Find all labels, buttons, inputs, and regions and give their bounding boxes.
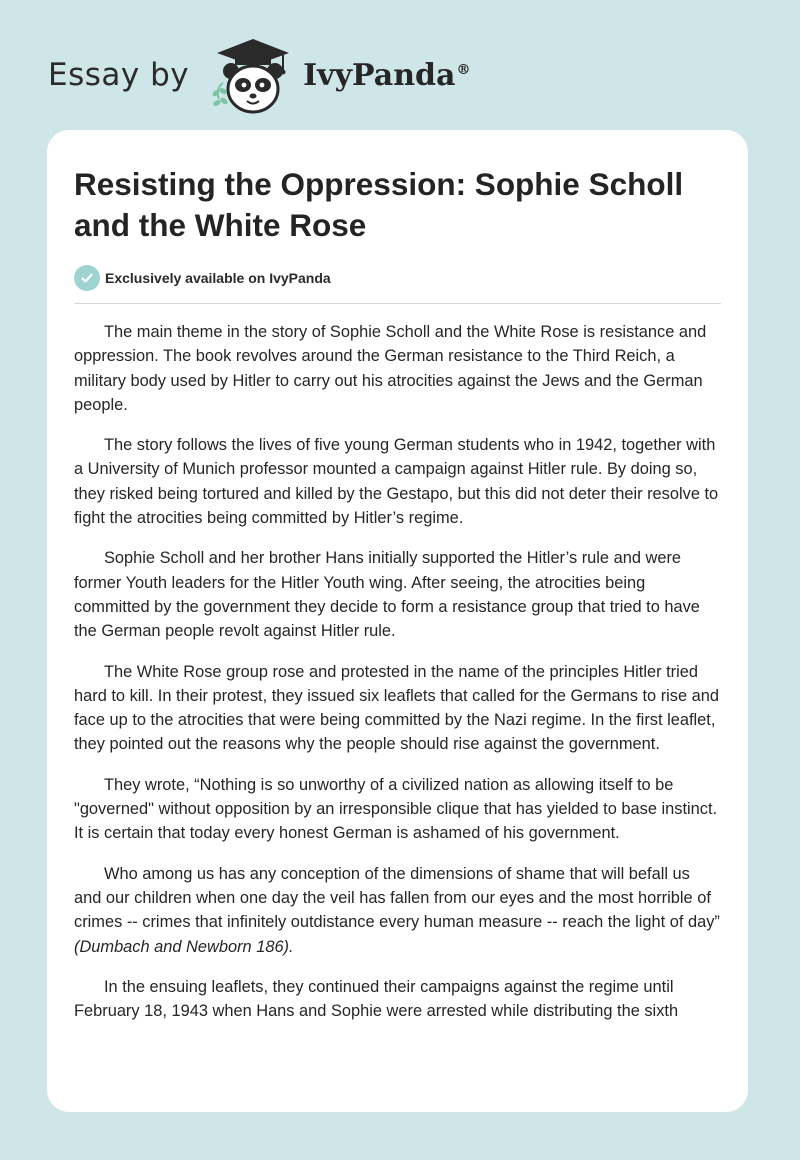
paragraph: They wrote, “Nothing is so unworthy of a civilized nation as allowing itself to be "governed" without opposition by an irresponsible clique that has yielded to base instinct. It is certain that today every honest German is ashamed of his government. [74,775,718,843]
panda-graduate-icon [207,33,299,117]
brand-name-text: IvyPanda [303,57,456,93]
paragraph-text: Who among us has any conception of the dimensions of shame that will befall us and our children when one day the veil has fallen from our eyes and the most horrible of crimes -- crimes that infinitely outdistance every human measure -- reach the light of day” [74,864,720,932]
essay-body [74,320,721,1023]
brand-prefix: Essay by [48,57,190,93]
essay-card [47,130,748,1112]
paragraph-with-citation [74,862,721,959]
brand-name [303,58,470,93]
citation: (Dumbach and Newborn 186). [74,937,294,956]
registered-mark: ® [456,61,471,78]
check-icon [74,265,100,291]
paragraph: Sophie Scholl and her brother Hans initially supported the Hitler’s rule and were former Youth leaders for the Hitler Youth wing. After seeing, the atrocities being committed by the government they decide to form a resistance group that tried to have the German people revolt against Hitler rule. [74,549,700,641]
paragraph: The story follows the lives of five young German students who in 1942, together with a University of Munich professor mounted a campaign against Hitler rule. By doing so, they risked being tortured and killed by the Gestapo, but this did not deter their resolve to fight the atrocities being committed by Hitler’s regime. [74,436,719,528]
divider [74,303,721,304]
exclusive-badge [74,264,721,292]
paragraph: In the ensuing leaflets, they continued their campaigns against the regime until February 18, 1943 when Hans and Sophie were arrested while distributing the sixth [74,977,679,1021]
exclusive-label: Exclusively available on IvyPanda [105,270,331,286]
paragraph: The main theme in the story of Sophie Scholl and the White Rose is resistance and oppression. The book revolves around the German resistance to the Third Reich, a military body used by Hitler to carry out his atrocities against the Jews and the German people. [74,323,707,414]
paragraph: The White Rose group rose and protested in the name of the principles Hitler tried hard to kill. In their protest, they issued six leaflets that called for the Germans to rise and face up to the atrocities that were being committed by the Nazi regime. In the first leaflet, they pointed out the reasons why the people should rise against the government. [74,662,720,754]
brand-header [48,30,470,120]
page-title: Resisting the Oppression: Sophie Scholl and the White Rose [74,166,684,243]
